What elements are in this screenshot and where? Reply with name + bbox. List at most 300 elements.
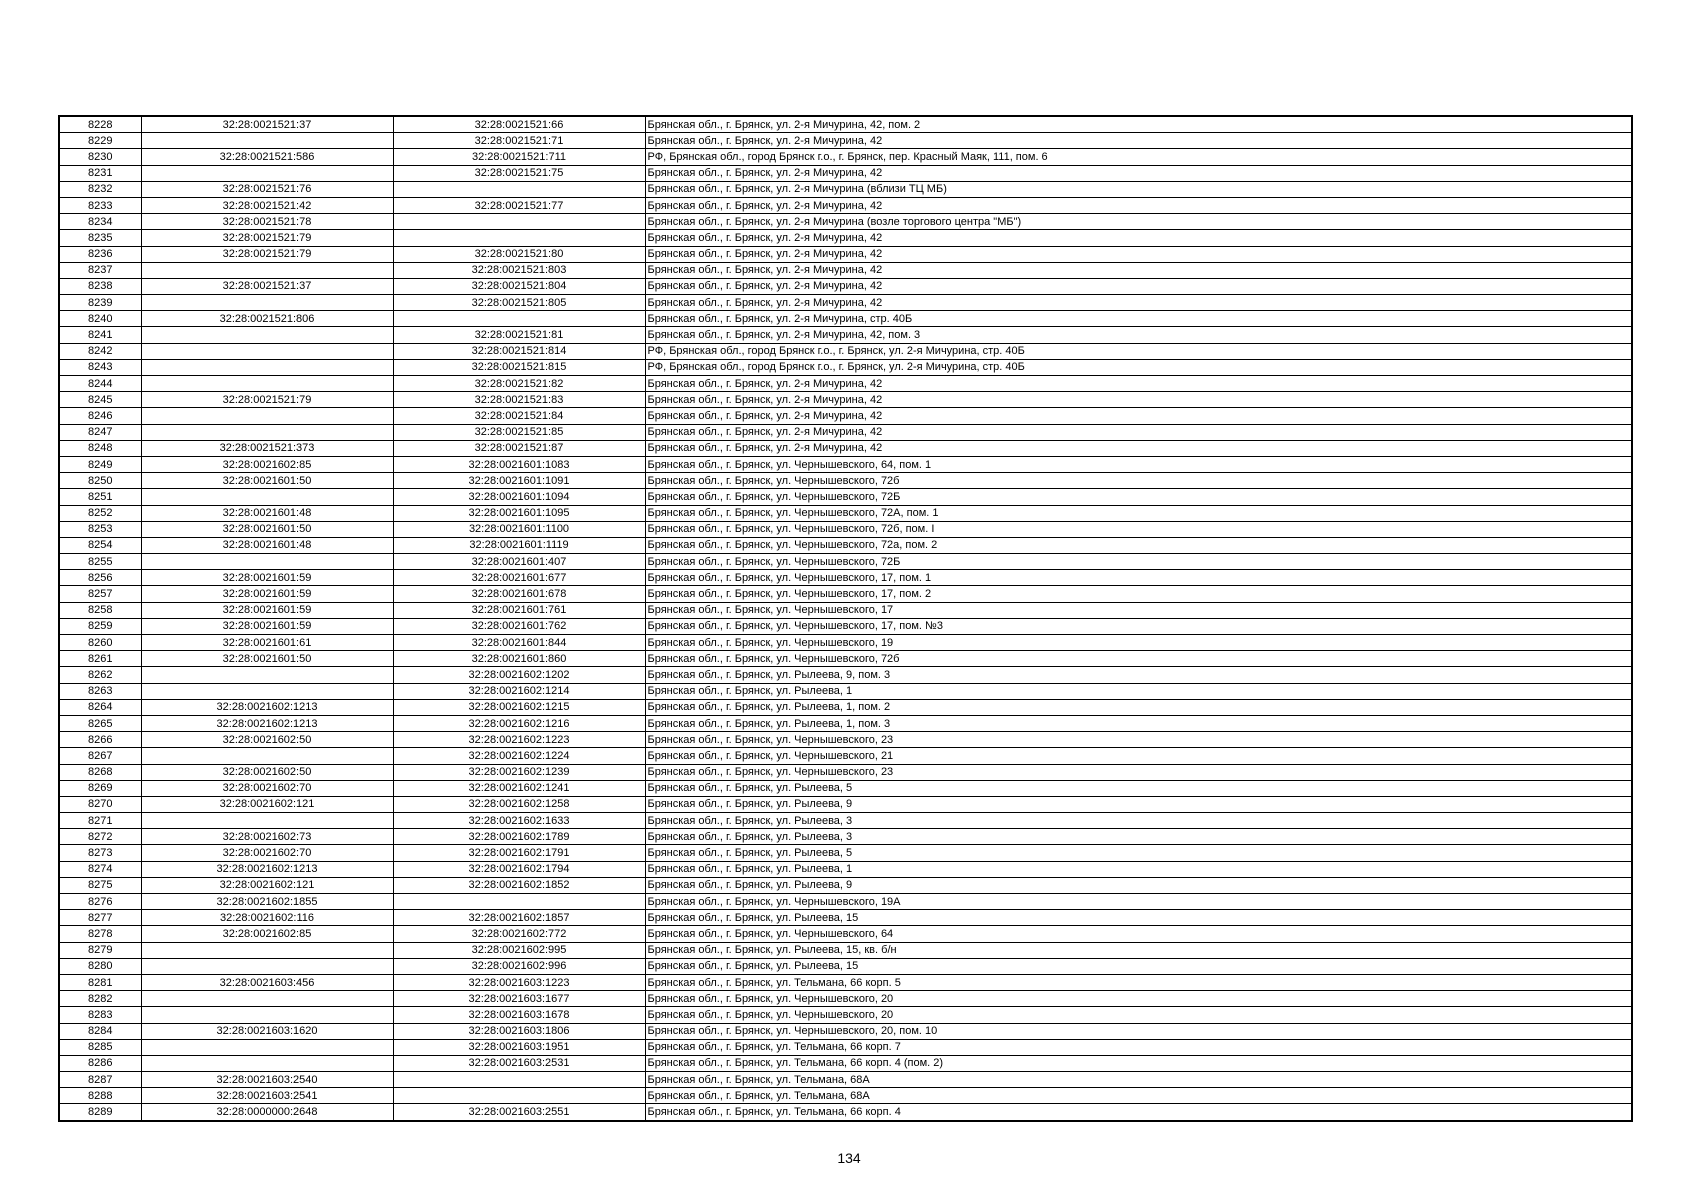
address-cell: Брянская обл., г. Брянск, ул. Тельмана, 68А xyxy=(645,1072,1632,1088)
cadastral-number-cell: 32:28:0021602:50 xyxy=(141,732,393,748)
address-cell: Брянская обл., г. Брянск, ул. 2-я Мичурина, 42 xyxy=(645,278,1632,294)
table-row xyxy=(59,829,1632,845)
cadastral-number-cell xyxy=(141,1039,393,1055)
cadastral-number-cell xyxy=(141,1007,393,1023)
object-cadastral-number-cell: 32:28:0021521:66 xyxy=(393,116,645,133)
address-cell: Брянская обл., г. Брянск, ул. 2-я Мичурина, 42 xyxy=(645,165,1632,181)
address-cell: Брянская обл., г. Брянск, ул. 2-я Мичурина, 42 xyxy=(645,376,1632,392)
table-row xyxy=(59,699,1632,715)
table-row xyxy=(59,635,1632,651)
address-cell: Брянская обл., г. Брянск, ул. Чернышевского, 72А, пом. 1 xyxy=(645,505,1632,521)
cadastral-number-cell: 32:28:0021521:37 xyxy=(141,278,393,294)
table-row xyxy=(59,877,1632,893)
cadastral-number-cell: 32:28:0021603:456 xyxy=(141,974,393,990)
table-row xyxy=(59,295,1632,311)
object-cadastral-number-cell: 32:28:0021601:1091 xyxy=(393,473,645,489)
object-cadastral-number-cell: 32:28:0021601:860 xyxy=(393,651,645,667)
row-number-cell: 8245 xyxy=(59,392,141,408)
object-cadastral-number-cell: 32:28:0021602:1794 xyxy=(393,861,645,877)
address-cell: РФ, Брянская обл., город Брянск г.о., г. Брянск, пер. Красный Маяк, 111, пом. 6 xyxy=(645,149,1632,165)
row-number-cell: 8284 xyxy=(59,1023,141,1039)
address-cell: Брянская обл., г. Брянск, ул. 2-я Мичурина, стр. 40Б xyxy=(645,311,1632,327)
object-cadastral-number-cell: 32:28:0021602:1216 xyxy=(393,715,645,731)
table-row xyxy=(59,1023,1632,1039)
table-body xyxy=(59,116,1632,1121)
address-cell: Брянская обл., г. Брянск, ул. 2-я Мичурина, 42, пом. 2 xyxy=(645,116,1632,133)
table-row xyxy=(59,376,1632,392)
cadastral-number-cell: 32:28:0021602:70 xyxy=(141,845,393,861)
object-cadastral-number-cell: 32:28:0021521:84 xyxy=(393,408,645,424)
table-row xyxy=(59,505,1632,521)
cadastral-number-cell: 32:28:0021602:116 xyxy=(141,910,393,926)
row-number-cell: 8262 xyxy=(59,667,141,683)
address-cell: Брянская обл., г. Брянск, ул. 2-я Мичурина, 42 xyxy=(645,133,1632,149)
cadastral-number-cell: 32:28:0021601:50 xyxy=(141,651,393,667)
row-number-cell: 8246 xyxy=(59,408,141,424)
object-cadastral-number-cell: 32:28:0021602:1239 xyxy=(393,764,645,780)
cadastral-number-cell xyxy=(141,295,393,311)
cadastral-number-cell xyxy=(141,489,393,505)
address-cell: Брянская обл., г. Брянск, ул. Рылеева, 3 xyxy=(645,829,1632,845)
row-number-cell: 8239 xyxy=(59,295,141,311)
row-number-cell: 8282 xyxy=(59,991,141,1007)
table-row xyxy=(59,456,1632,472)
object-cadastral-number-cell: 32:28:0021521:815 xyxy=(393,359,645,375)
address-cell: Брянская обл., г. Брянск, ул. Рылеева, 9, пом. 3 xyxy=(645,667,1632,683)
table-row xyxy=(59,197,1632,213)
table-row xyxy=(59,926,1632,942)
object-cadastral-number-cell: 32:28:0021521:80 xyxy=(393,246,645,262)
address-cell: Брянская обл., г. Брянск, ул. Рылеева, 9 xyxy=(645,796,1632,812)
object-cadastral-number-cell: 32:28:0021521:804 xyxy=(393,278,645,294)
table-row xyxy=(59,586,1632,602)
address-cell: Брянская обл., г. Брянск, ул. Чернышевского, 17, пом. 2 xyxy=(645,586,1632,602)
address-cell: Брянская обл., г. Брянск, ул. Чернышевского, 21 xyxy=(645,748,1632,764)
address-cell: Брянская обл., г. Брянск, ул. Рылеева, 5 xyxy=(645,845,1632,861)
cadastral-number-cell xyxy=(141,165,393,181)
table-row xyxy=(59,764,1632,780)
address-cell: РФ, Брянская обл., город Брянск г.о., г. Брянск, ул. 2-я Мичурина, стр. 40Б xyxy=(645,359,1632,375)
row-number-cell: 8267 xyxy=(59,748,141,764)
table-row xyxy=(59,489,1632,505)
address-cell: Брянская обл., г. Брянск, ул. Тельмана, 66 корп. 4 xyxy=(645,1104,1632,1121)
table-row xyxy=(59,537,1632,553)
object-cadastral-number-cell: 32:28:0021602:1857 xyxy=(393,910,645,926)
address-cell: Брянская обл., г. Брянск, ул. Чернышевского, 72б xyxy=(645,651,1632,667)
table-row xyxy=(59,392,1632,408)
address-cell: Брянская обл., г. Брянск, ул. Чернышевского, 19 xyxy=(645,635,1632,651)
row-number-cell: 8248 xyxy=(59,440,141,456)
address-cell: Брянская обл., г. Брянск, ул. 2-я Мичурина (вблизи ТЦ МБ) xyxy=(645,181,1632,197)
row-number-cell: 8273 xyxy=(59,845,141,861)
row-number-cell: 8244 xyxy=(59,376,141,392)
object-cadastral-number-cell: 32:28:0021602:1789 xyxy=(393,829,645,845)
row-number-cell: 8287 xyxy=(59,1072,141,1088)
address-cell: Брянская обл., г. Брянск, ул. Чернышевского, 19А xyxy=(645,894,1632,910)
object-cadastral-number-cell: 32:28:0021521:77 xyxy=(393,197,645,213)
cadastral-number-cell: 32:28:0000000:2648 xyxy=(141,1104,393,1121)
cadastral-number-cell: 32:28:0021601:61 xyxy=(141,635,393,651)
row-number-cell: 8253 xyxy=(59,521,141,537)
table-row xyxy=(59,958,1632,974)
cadastral-number-cell: 32:28:0021601:50 xyxy=(141,521,393,537)
object-cadastral-number-cell: 32:28:0021603:2531 xyxy=(393,1055,645,1071)
object-cadastral-number-cell: 32:28:0021602:1224 xyxy=(393,748,645,764)
row-number-cell: 8280 xyxy=(59,958,141,974)
object-cadastral-number-cell: 32:28:0021521:82 xyxy=(393,376,645,392)
table-row xyxy=(59,343,1632,359)
row-number-cell: 8230 xyxy=(59,149,141,165)
table-row xyxy=(59,570,1632,586)
address-cell: Брянская обл., г. Брянск, ул. 2-я Мичурина, 42 xyxy=(645,295,1632,311)
address-cell: Брянская обл., г. Брянск, ул. Рылеева, 15 xyxy=(645,910,1632,926)
object-cadastral-number-cell: 32:28:0021601:678 xyxy=(393,586,645,602)
cadastral-number-cell: 32:28:0021521:42 xyxy=(141,197,393,213)
table-row xyxy=(59,974,1632,990)
row-number-cell: 8254 xyxy=(59,537,141,553)
address-cell: Брянская обл., г. Брянск, ул. 2-я Мичурина, 42 xyxy=(645,262,1632,278)
object-cadastral-number-cell: 32:28:0021603:1223 xyxy=(393,974,645,990)
object-cadastral-number-cell: 32:28:0021601:1100 xyxy=(393,521,645,537)
object-cadastral-number-cell: 32:28:0021603:2551 xyxy=(393,1104,645,1121)
row-number-cell: 8250 xyxy=(59,473,141,489)
table-row xyxy=(59,845,1632,861)
table-row xyxy=(59,554,1632,570)
cadastral-number-cell: 32:28:0021521:37 xyxy=(141,116,393,133)
object-cadastral-number-cell xyxy=(393,1072,645,1088)
cadastral-number-cell: 32:28:0021602:50 xyxy=(141,764,393,780)
object-cadastral-number-cell: 32:28:0021601:761 xyxy=(393,602,645,618)
cadastral-number-cell: 32:28:0021601:59 xyxy=(141,618,393,634)
row-number-cell: 8229 xyxy=(59,133,141,149)
cadastral-number-cell: 32:28:0021521:373 xyxy=(141,440,393,456)
cadastral-number-cell: 32:28:0021601:48 xyxy=(141,505,393,521)
object-cadastral-number-cell: 32:28:0021602:1202 xyxy=(393,667,645,683)
address-cell: Брянская обл., г. Брянск, ул. Чернышевского, 64 xyxy=(645,926,1632,942)
cadastral-number-cell xyxy=(141,683,393,699)
cadastral-number-cell: 32:28:0021601:59 xyxy=(141,570,393,586)
row-number-cell: 8232 xyxy=(59,181,141,197)
cadastral-number-cell: 32:28:0021603:1620 xyxy=(141,1023,393,1039)
cadastral-number-cell: 32:28:0021521:78 xyxy=(141,214,393,230)
table-row xyxy=(59,133,1632,149)
table-row xyxy=(59,618,1632,634)
object-cadastral-number-cell: 32:28:0021603:1806 xyxy=(393,1023,645,1039)
table-row xyxy=(59,359,1632,375)
row-number-cell: 8236 xyxy=(59,246,141,262)
cadastral-number-cell: 32:28:0021521:79 xyxy=(141,230,393,246)
object-cadastral-number-cell: 32:28:0021521:805 xyxy=(393,295,645,311)
cadastral-number-cell: 32:28:0021602:1855 xyxy=(141,894,393,910)
address-cell: Брянская обл., г. Брянск, ул. Чернышевского, 72б xyxy=(645,473,1632,489)
object-cadastral-number-cell: 32:28:0021521:814 xyxy=(393,343,645,359)
cadastral-number-cell xyxy=(141,262,393,278)
cadastral-number-cell: 32:28:0021601:50 xyxy=(141,473,393,489)
address-cell: Брянская обл., г. Брянск, ул. Рылеева, 1 xyxy=(645,861,1632,877)
table-row xyxy=(59,214,1632,230)
object-cadastral-number-cell xyxy=(393,214,645,230)
address-cell: Брянская обл., г. Брянск, ул. Чернышевского, 72Б xyxy=(645,489,1632,505)
row-number-cell: 8281 xyxy=(59,974,141,990)
address-cell: Брянская обл., г. Брянск, ул. Рылеева, 1, пом. 2 xyxy=(645,699,1632,715)
object-cadastral-number-cell xyxy=(393,1088,645,1104)
object-cadastral-number-cell: 32:28:0021521:71 xyxy=(393,133,645,149)
table-row xyxy=(59,732,1632,748)
address-cell: Брянская обл., г. Брянск, ул. Рылеева, 5 xyxy=(645,780,1632,796)
table-row xyxy=(59,1104,1632,1121)
row-number-cell: 8268 xyxy=(59,764,141,780)
table-row xyxy=(59,311,1632,327)
cadastral-number-cell xyxy=(141,359,393,375)
row-number-cell: 8234 xyxy=(59,214,141,230)
row-number-cell: 8235 xyxy=(59,230,141,246)
address-cell: Брянская обл., г. Брянск, ул. Рылеева, 15 xyxy=(645,958,1632,974)
table-row xyxy=(59,894,1632,910)
row-number-cell: 8242 xyxy=(59,343,141,359)
row-number-cell: 8258 xyxy=(59,602,141,618)
object-cadastral-number-cell: 32:28:0021601:1083 xyxy=(393,456,645,472)
table-row xyxy=(59,813,1632,829)
address-cell: Брянская обл., г. Брянск, ул. Чернышевского, 72б, пом. I xyxy=(645,521,1632,537)
address-cell: Брянская обл., г. Брянск, ул. Чернышевского, 72Б xyxy=(645,554,1632,570)
table-row xyxy=(59,1088,1632,1104)
cadastral-number-cell: 32:28:0021602:1213 xyxy=(141,715,393,731)
address-cell: Брянская обл., г. Брянск, ул. Рылеева, 9 xyxy=(645,877,1632,893)
table-row xyxy=(59,910,1632,926)
cadastral-number-cell: 32:28:0021602:85 xyxy=(141,926,393,942)
row-number-cell: 8249 xyxy=(59,456,141,472)
row-number-cell: 8270 xyxy=(59,796,141,812)
row-number-cell: 8255 xyxy=(59,554,141,570)
table-row xyxy=(59,780,1632,796)
object-cadastral-number-cell: 32:28:0021602:1241 xyxy=(393,780,645,796)
cadastral-number-cell: 32:28:0021521:586 xyxy=(141,149,393,165)
cadastral-number-cell: 32:28:0021602:121 xyxy=(141,877,393,893)
address-cell: Брянская обл., г. Брянск, ул. Чернышевского, 23 xyxy=(645,764,1632,780)
cadastral-number-cell: 32:28:0021521:76 xyxy=(141,181,393,197)
object-cadastral-number-cell: 32:28:0021521:75 xyxy=(393,165,645,181)
table-row xyxy=(59,278,1632,294)
cadastral-number-cell xyxy=(141,327,393,343)
cadastral-table xyxy=(58,115,1633,1122)
address-cell: Брянская обл., г. Брянск, ул. Чернышевского, 72а, пом. 2 xyxy=(645,537,1632,553)
object-cadastral-number-cell: 32:28:0021603:1678 xyxy=(393,1007,645,1023)
address-cell: Брянская обл., г. Брянск, ул. 2-я Мичурина, 42, пом. 3 xyxy=(645,327,1632,343)
address-cell: Брянская обл., г. Брянск, ул. 2-я Мичурина, 42 xyxy=(645,197,1632,213)
cadastral-number-cell: 32:28:0021602:73 xyxy=(141,829,393,845)
object-cadastral-number-cell: 32:28:0021601:1119 xyxy=(393,537,645,553)
row-number-cell: 8277 xyxy=(59,910,141,926)
row-number-cell: 8275 xyxy=(59,877,141,893)
object-cadastral-number-cell: 32:28:0021521:87 xyxy=(393,440,645,456)
address-cell: Брянская обл., г. Брянск, ул. Тельмана, 66 корп. 5 xyxy=(645,974,1632,990)
row-number-cell: 8266 xyxy=(59,732,141,748)
cadastral-number-cell xyxy=(141,343,393,359)
cadastral-number-cell xyxy=(141,424,393,440)
table-row xyxy=(59,424,1632,440)
address-cell: Брянская обл., г. Брянск, ул. Чернышевского, 64, пом. 1 xyxy=(645,456,1632,472)
address-cell: Брянская обл., г. Брянск, ул. Чернышевского, 20 xyxy=(645,991,1632,1007)
address-cell: Брянская обл., г. Брянск, ул. 2-я Мичурина, 42 xyxy=(645,392,1632,408)
table-row xyxy=(59,1055,1632,1071)
row-number-cell: 8285 xyxy=(59,1039,141,1055)
object-cadastral-number-cell xyxy=(393,311,645,327)
row-number-cell: 8272 xyxy=(59,829,141,845)
address-cell: Брянская обл., г. Брянск, ул. Чернышевского, 17, пом. 1 xyxy=(645,570,1632,586)
object-cadastral-number-cell: 32:28:0021602:1215 xyxy=(393,699,645,715)
row-number-cell: 8288 xyxy=(59,1088,141,1104)
address-cell: Брянская обл., г. Брянск, ул. 2-я Мичурина, 42 xyxy=(645,230,1632,246)
object-cadastral-number-cell: 32:28:0021602:772 xyxy=(393,926,645,942)
object-cadastral-number-cell: 32:28:0021521:711 xyxy=(393,149,645,165)
row-number-cell: 8240 xyxy=(59,311,141,327)
object-cadastral-number-cell: 32:28:0021602:996 xyxy=(393,958,645,974)
table-row xyxy=(59,667,1632,683)
row-number-cell: 8279 xyxy=(59,942,141,958)
address-cell: Брянская обл., г. Брянск, ул. 2-я Мичурина, 42 xyxy=(645,408,1632,424)
cadastral-number-cell xyxy=(141,667,393,683)
object-cadastral-number-cell xyxy=(393,230,645,246)
cadastral-number-cell xyxy=(141,554,393,570)
cadastral-number-cell: 32:28:0021602:1213 xyxy=(141,861,393,877)
row-number-cell: 8278 xyxy=(59,926,141,942)
table-row xyxy=(59,991,1632,1007)
object-cadastral-number-cell xyxy=(393,894,645,910)
object-cadastral-number-cell: 32:28:0021601:407 xyxy=(393,554,645,570)
row-number-cell: 8283 xyxy=(59,1007,141,1023)
table-row xyxy=(59,796,1632,812)
cadastral-number-cell: 32:28:0021601:48 xyxy=(141,537,393,553)
row-number-cell: 8274 xyxy=(59,861,141,877)
table-row xyxy=(59,861,1632,877)
object-cadastral-number-cell: 32:28:0021601:1094 xyxy=(393,489,645,505)
row-number-cell: 8241 xyxy=(59,327,141,343)
row-number-cell: 8238 xyxy=(59,278,141,294)
object-cadastral-number-cell: 32:28:0021602:1258 xyxy=(393,796,645,812)
object-cadastral-number-cell: 32:28:0021601:844 xyxy=(393,635,645,651)
object-cadastral-number-cell: 32:28:0021521:81 xyxy=(393,327,645,343)
cadastral-number-cell: 32:28:0021602:70 xyxy=(141,780,393,796)
object-cadastral-number-cell: 32:28:0021521:85 xyxy=(393,424,645,440)
table-row xyxy=(59,651,1632,667)
address-cell: Брянская обл., г. Брянск, ул. Рылеева, 1, пом. 3 xyxy=(645,715,1632,731)
row-number-cell: 8261 xyxy=(59,651,141,667)
row-number-cell: 8260 xyxy=(59,635,141,651)
object-cadastral-number-cell: 32:28:0021521:83 xyxy=(393,392,645,408)
row-number-cell: 8256 xyxy=(59,570,141,586)
cadastral-number-cell: 32:28:0021602:85 xyxy=(141,456,393,472)
table-row xyxy=(59,521,1632,537)
row-number-cell: 8251 xyxy=(59,489,141,505)
object-cadastral-number-cell xyxy=(393,181,645,197)
table-row xyxy=(59,683,1632,699)
address-cell: Брянская обл., г. Брянск, ул. Чернышевского, 17 xyxy=(645,602,1632,618)
cadastral-number-cell: 32:28:0021603:2541 xyxy=(141,1088,393,1104)
address-cell: Брянская обл., г. Брянск, ул. Тельмана, 68А xyxy=(645,1088,1632,1104)
cadastral-number-cell: 32:28:0021601:59 xyxy=(141,602,393,618)
table-row xyxy=(59,473,1632,489)
object-cadastral-number-cell: 32:28:0021521:803 xyxy=(393,262,645,278)
row-number-cell: 8271 xyxy=(59,813,141,829)
table-row xyxy=(59,181,1632,197)
cadastral-number-cell xyxy=(141,1055,393,1071)
address-cell: Брянская обл., г. Брянск, ул. Тельмана, 66 корп. 4 (пом. 2) xyxy=(645,1055,1632,1071)
row-number-cell: 8265 xyxy=(59,715,141,731)
cadastral-number-cell xyxy=(141,376,393,392)
cadastral-number-cell: 32:28:0021602:1213 xyxy=(141,699,393,715)
row-number-cell: 8237 xyxy=(59,262,141,278)
row-number-cell: 8276 xyxy=(59,894,141,910)
address-cell: Брянская обл., г. Брянск, ул. Чернышевского, 20 xyxy=(645,1007,1632,1023)
table-row xyxy=(59,1007,1632,1023)
table-row xyxy=(59,116,1632,133)
address-cell: Брянская обл., г. Брянск, ул. Чернышевского, 17, пом. №3 xyxy=(645,618,1632,634)
cadastral-number-cell xyxy=(141,133,393,149)
object-cadastral-number-cell: 32:28:0021601:677 xyxy=(393,570,645,586)
object-cadastral-number-cell: 32:28:0021601:762 xyxy=(393,618,645,634)
table-row xyxy=(59,602,1632,618)
cadastral-number-cell: 32:28:0021521:79 xyxy=(141,392,393,408)
address-cell: Брянская обл., г. Брянск, ул. Чернышевского, 23 xyxy=(645,732,1632,748)
page-number: 134 xyxy=(837,1150,861,1166)
row-number-cell: 8286 xyxy=(59,1055,141,1071)
object-cadastral-number-cell: 32:28:0021602:1633 xyxy=(393,813,645,829)
row-number-cell: 8252 xyxy=(59,505,141,521)
cadastral-number-cell: 32:28:0021602:121 xyxy=(141,796,393,812)
address-cell: Брянская обл., г. Брянск, ул. 2-я Мичурина, 42 xyxy=(645,440,1632,456)
cadastral-number-cell xyxy=(141,408,393,424)
table-row xyxy=(59,230,1632,246)
cadastral-number-cell xyxy=(141,748,393,764)
table-row xyxy=(59,165,1632,181)
table-row xyxy=(59,327,1632,343)
address-cell: Брянская обл., г. Брянск, ул. Рылеева, 15, кв. б/н xyxy=(645,942,1632,958)
table-row xyxy=(59,942,1632,958)
row-number-cell: 8259 xyxy=(59,618,141,634)
table-row xyxy=(59,1039,1632,1055)
cadastral-number-cell: 32:28:0021603:2540 xyxy=(141,1072,393,1088)
row-number-cell: 8228 xyxy=(59,116,141,133)
object-cadastral-number-cell: 32:28:0021602:995 xyxy=(393,942,645,958)
row-number-cell: 8257 xyxy=(59,586,141,602)
object-cadastral-number-cell: 32:28:0021602:1214 xyxy=(393,683,645,699)
table-row xyxy=(59,149,1632,165)
cadastral-number-cell xyxy=(141,813,393,829)
object-cadastral-number-cell: 32:28:0021603:1951 xyxy=(393,1039,645,1055)
row-number-cell: 8233 xyxy=(59,197,141,213)
object-cadastral-number-cell: 32:28:0021601:1095 xyxy=(393,505,645,521)
address-cell: Брянская обл., г. Брянск, ул. 2-я Мичурина (возле торгового центра "МБ") xyxy=(645,214,1632,230)
object-cadastral-number-cell: 32:28:0021602:1791 xyxy=(393,845,645,861)
table-row xyxy=(59,246,1632,262)
object-cadastral-number-cell: 32:28:0021602:1223 xyxy=(393,732,645,748)
cadastral-number-cell: 32:28:0021521:79 xyxy=(141,246,393,262)
row-number-cell: 8269 xyxy=(59,780,141,796)
cadastral-number-cell: 32:28:0021521:806 xyxy=(141,311,393,327)
row-number-cell: 8247 xyxy=(59,424,141,440)
table-row xyxy=(59,262,1632,278)
row-number-cell: 8264 xyxy=(59,699,141,715)
address-cell: РФ, Брянская обл., город Брянск г.о., г. Брянск, ул. 2-я Мичурина, стр. 40Б xyxy=(645,343,1632,359)
table-row xyxy=(59,408,1632,424)
address-cell: Брянская обл., г. Брянск, ул. Рылеева, 1 xyxy=(645,683,1632,699)
row-number-cell: 8263 xyxy=(59,683,141,699)
address-cell: Брянская обл., г. Брянск, ул. 2-я Мичурина, 42 xyxy=(645,424,1632,440)
row-number-cell: 8231 xyxy=(59,165,141,181)
object-cadastral-number-cell: 32:28:0021603:1677 xyxy=(393,991,645,1007)
cadastral-number-cell xyxy=(141,958,393,974)
row-number-cell: 8289 xyxy=(59,1104,141,1121)
